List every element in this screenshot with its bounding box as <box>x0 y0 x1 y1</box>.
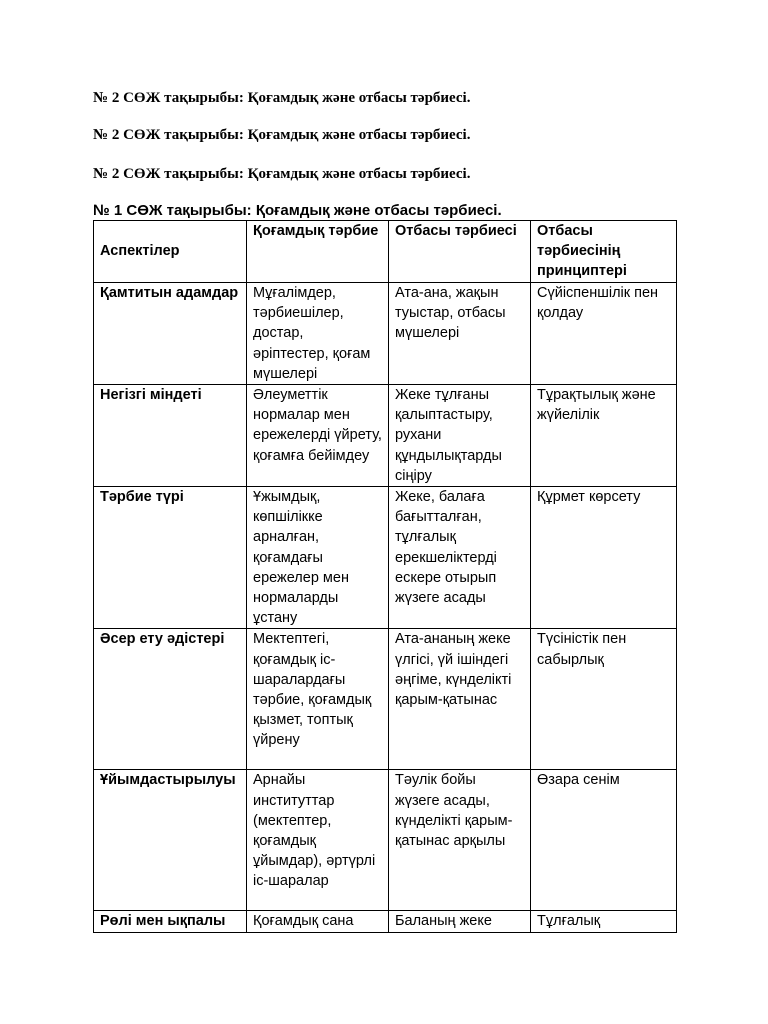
table-row <box>94 283 677 385</box>
table-header-row <box>94 221 677 283</box>
table-cell: Арнайы институттар (мектептер, қоғамдық ұйымдар), әртүрлі іс-шаралар <box>247 770 389 911</box>
table-row <box>94 629 677 770</box>
header-family-principles: Отбасы тәрбиесінің принциптері <box>531 221 677 283</box>
document-heading-1: № 2 СӨЖ тақырыбы: Қоғамдық және отбасы тәрбиесі. <box>93 90 471 106</box>
row-label: Рөлі мен ықпалы <box>94 911 247 932</box>
table-cell: Әлеуметтік нормалар мен ережелерді үйрету, қоғамға бейімдеу <box>247 385 389 487</box>
table-cell: Тұрақтылық және жүйелілік <box>531 385 677 487</box>
table-cell: Жеке тұлғаны қалыптастыру, рухани құндылықтарды сіңіру <box>389 385 531 487</box>
row-label: Ұйымдастырылуы <box>94 770 247 911</box>
table-cell: Түсіністік пен сабырлық <box>531 629 677 770</box>
header-social-upbringing: Қоғамдық тәрбие <box>247 221 389 283</box>
table-title: № 1 СӨЖ тақырыбы: Қоғамдық және отбасы тәрбиесі. <box>93 202 502 219</box>
table-cell: Ата-ана, жақын туыстар, отбасы мүшелері <box>389 283 531 385</box>
table-cell: Тұлғалық <box>531 911 677 932</box>
table-cell: Мектептегі, қоғамдық іс-шаралардағы тәрбие, қоғамдық қызмет, топтық үйрену <box>247 629 389 770</box>
row-label: Әсер ету әдістері <box>94 629 247 770</box>
table-cell: Баланың жеке <box>389 911 531 932</box>
table-cell: Ата-ананың жеке үлгісі, үй ішіндегі әңгіме, күнделікті қарым-қатынас <box>389 629 531 770</box>
table-row <box>94 770 677 911</box>
table-row <box>94 487 677 629</box>
table-cell: Сүйіспеншілік пен қолдау <box>531 283 677 385</box>
table-cell: Мұғалімдер, тәрбиешілер, достар, әріптестер, қоғам мүшелері <box>247 283 389 385</box>
table-cell: Тәулік бойы жүзеге асады, күнделікті қарым-қатынас арқылы <box>389 770 531 911</box>
table-cell: Құрмет көрсету <box>531 487 677 629</box>
table-cell: Өзара сенім <box>531 770 677 911</box>
table-cell: Ұжымдық, көпшілікке арналған, қоғамдағы ережелер мен нормаларды ұстану <box>247 487 389 629</box>
table-cell: Жеке, балаға бағытталған, тұлғалық ерекшеліктерді ескере отырып жүзеге асады <box>389 487 531 629</box>
table-row <box>94 385 677 487</box>
table-cell: Қоғамдық сана <box>247 911 389 932</box>
row-label: Негізгі міндеті <box>94 385 247 487</box>
table-row <box>94 911 677 932</box>
comparison-table <box>93 220 677 933</box>
document-heading-2: № 2 СӨЖ тақырыбы: Қоғамдық және отбасы тәрбиесі. <box>93 127 471 143</box>
document-heading-3: № 2 СӨЖ тақырыбы: Қоғамдық және отбасы тәрбиесі. <box>93 166 471 182</box>
header-family-upbringing: Отбасы тәрбиесі <box>389 221 531 283</box>
row-label: Қамтитын адамдар <box>94 283 247 385</box>
header-aspects: Аспектілер <box>94 221 247 283</box>
row-label: Тәрбие түрі <box>94 487 247 629</box>
